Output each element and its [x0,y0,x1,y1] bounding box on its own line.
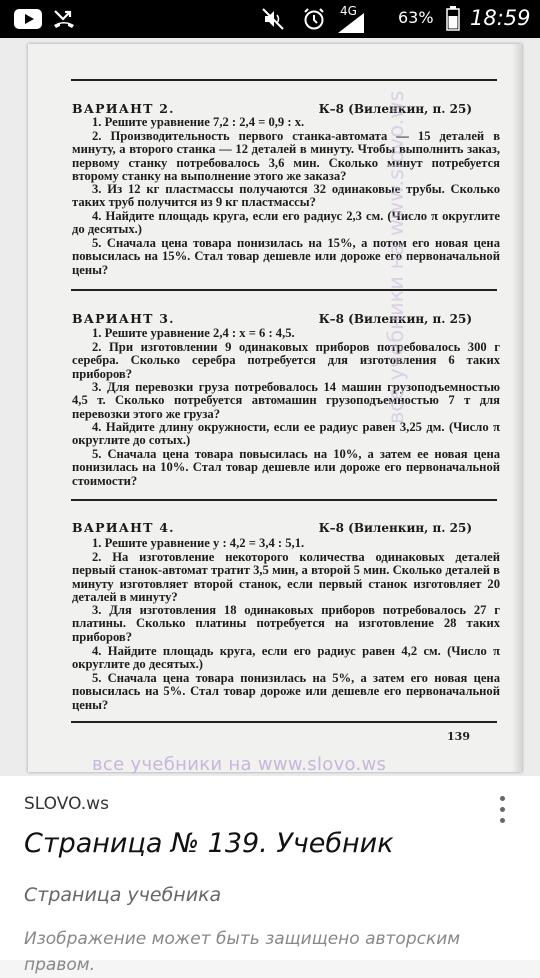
task: 3. Из 12 кг пластмассы получаются 32 одинаковые трубы. Сколько таких труб получится из 9 кг пластмассы? [72,182,500,210]
textbook-page-image[interactable] [28,44,522,775]
variant-reference: К–8 (Виленкин, п. 25) [318,521,472,535]
variant-title: ВАРИАНТ 3. [72,311,175,326]
variant-reference: К–8 (Виленкин, п. 25) [318,312,472,326]
clock: 18:59 [470,6,531,30]
task: 5. Сначала цена товара понизилась на 5%, а затем его новая цена повысилась на 5%. Стал товар дороже или дешевле его первоначальной цены? [72,671,500,712]
task: 1. Решите уравнение 2,4 : x = 6 : 4,5. [92,326,295,340]
battery-percent: 63% [398,8,434,27]
mute-icon [262,8,284,30]
task: 5. Сначала цена товара понизилась на 15%, а потом его новая цена повысилась на 15%. Стал товар дешевле или дороже его первоначальной цены? [72,236,500,277]
bottom-watermark: все учебники на www.slovo.ws [92,754,387,775]
more-vert-icon[interactable] [490,796,514,836]
task: 1. Решите уравнение y : 4,2 = 3,4 : 5,1. [92,536,305,550]
task: 2. На изготовление некоторого количества одинаковых деталей первый станок-автомат тратит 3,5 мин, а второй 5 мин. Сколько деталей в минуту изготовляет второй станок, если первый станок изготовляет 20 деталей в минуту? [72,550,500,605]
task: 4. Найдите площадь круга, если его радиус равен 4,2 см. (Число π округлите до десятых.) [72,644,500,672]
task: 4. Найдите длину окружности, если ее радиус равен 3,25 дм. (Число π округлите до сотых.) [72,420,500,448]
side-watermark: все учебники на www.slovo.ws [384,90,408,424]
variant-reference: К–8 (Виленкин, п. 25) [318,102,472,116]
task: 2. Производительность первого станка-автомата — 15 деталей в минуту, а второго станка — 12 деталей в минуту. Чтобы выполнить заказ, первому станку потребовалось 3,6 мин. Сколько минут потребуется второму станку на выполнение этого же заказа? [72,129,500,184]
divider [71,289,497,291]
divider [71,721,497,723]
image-info-panel [0,776,540,975]
youtube-icon [14,9,42,29]
divider [71,79,497,81]
scan-edge [512,44,522,772]
image-viewer[interactable] [0,38,540,776]
missed-call-icon [52,6,76,30]
task: 5. Сначала цена товара повысилась на 10%, а затем ее новая цена понизилась на 10%. Стал товар дешевле или дороже его первоначальной стоимости? [72,447,500,488]
task: 2. При изготовлении 9 одинаковых приборов потребовалось 300 г серебра. Сколько серебра потребуется для изготовления 6 таких приборов? [72,340,500,381]
task: 1. Решите уравнение 7,2 : 2,4 = 0,9 : x. [92,115,305,129]
signal-icon [338,13,364,33]
copyright-notice: Изображение может быть защищено авторским правом. [24,929,461,975]
variant-title: ВАРИАНТ 4. [72,520,175,535]
source-site[interactable]: SLOVO.ws [24,794,109,814]
variant-title: ВАРИАНТ 2. [72,101,175,116]
network-type: 4G [340,4,357,18]
image-title[interactable]: Страница № 139. Учебник [24,828,394,859]
task: 3. Для перевозки груза потребовалось 14 машин грузоподъемностью 4,5 т. Сколько потребуется автомашин грузоподъемностью 7 т для перевозки этого же груза? [72,380,500,421]
alarm-icon [302,7,326,31]
battery-icon [446,6,460,31]
page-number: 139 [447,730,470,743]
task: 4. Найдите площадь круга, если его радиус 2,3 см. (Число π округлите до десятых.) [72,209,500,237]
divider [71,499,497,501]
status-bar [0,0,540,38]
image-subtitle: Страница учебника [24,884,222,906]
task: 3. Для изготовления 18 одинаковых приборов потребовалось 27 г платины. Сколько платины потребуется на изготовление 28 таких приборов? [72,603,500,644]
